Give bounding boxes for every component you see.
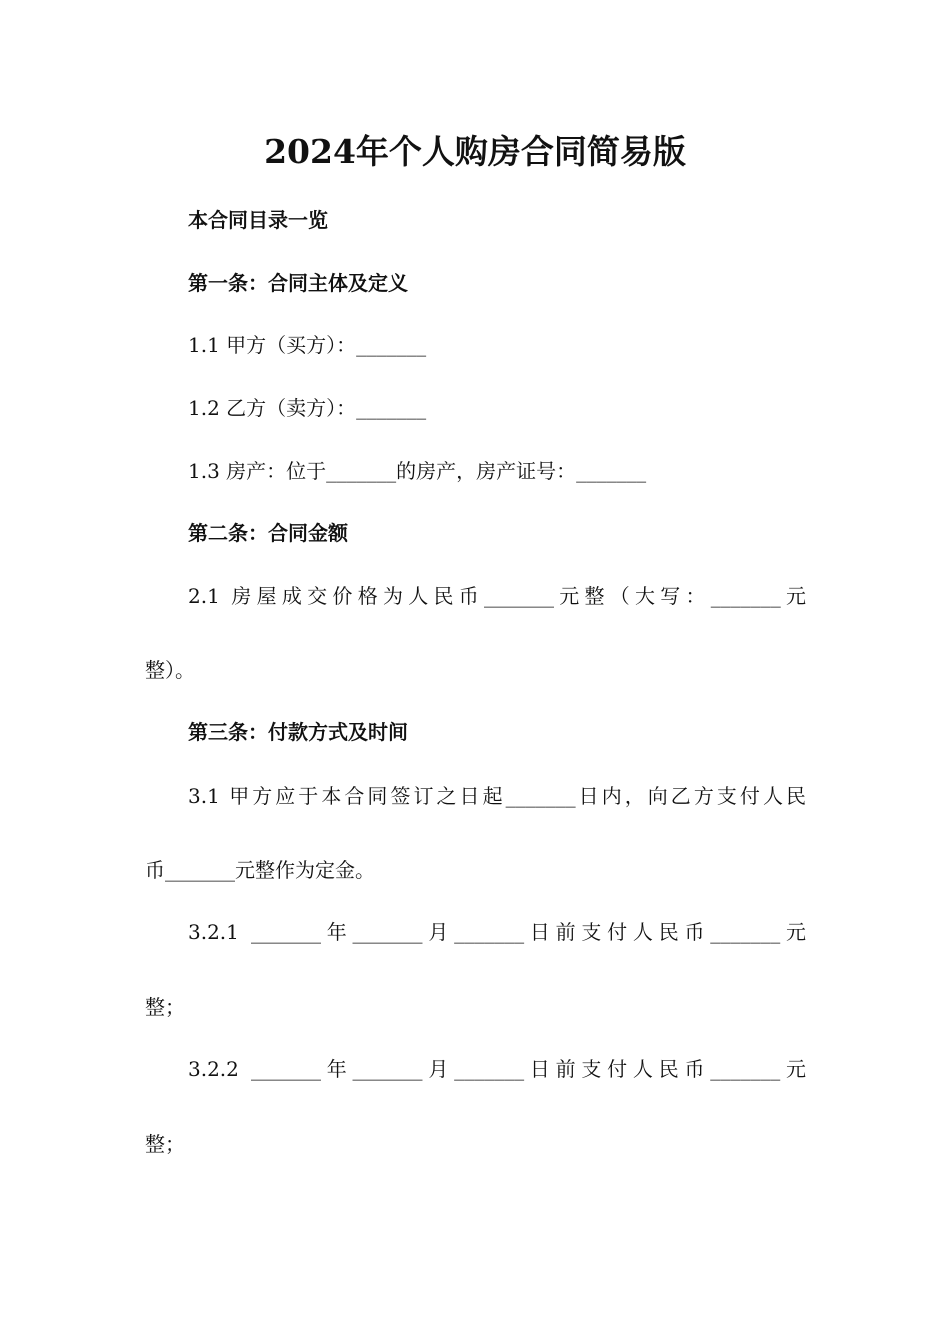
clause-3-2-1-line2: 整； bbox=[145, 995, 185, 1019]
clause-3-2-2-line1: 3.2.2 _______年_______月_______日前支付人民币_______元 bbox=[188, 1057, 806, 1081]
document-title: 2024年个人购房合同简易版 bbox=[264, 132, 686, 171]
article-1-heading: 第一条：合同主体及定义 bbox=[188, 271, 408, 295]
clause-1-2: 1.2 乙方（卖方）：_______ bbox=[188, 396, 427, 420]
clause-1-3: 1.3 房产：位于_______的房产，房产证号：_______ bbox=[188, 459, 647, 483]
toc-heading: 本合同目录一览 bbox=[188, 208, 328, 232]
article-2-heading: 第二条：合同金额 bbox=[188, 521, 348, 545]
clause-3-2-2-line2: 整； bbox=[145, 1132, 185, 1156]
clause-3-1-line2: 币_______元整作为定金。 bbox=[145, 858, 375, 882]
clause-3-2-1-line1: 3.2.1 _______年_______月_______日前支付人民币_______元 bbox=[188, 920, 806, 944]
clause-2-1-line1: 2.1 房屋成交价格为人民币_______元整（大写：_______元 bbox=[188, 584, 806, 608]
clause-2-1-line2: 整）。 bbox=[145, 658, 195, 682]
article-3-heading: 第三条：付款方式及时间 bbox=[188, 720, 408, 744]
clause-1-1: 1.1 甲方（买方）：_______ bbox=[188, 333, 427, 357]
clause-3-1-line1: 3.1 甲方应于本合同签订之日起_______日内，向乙方支付人民 bbox=[188, 784, 806, 808]
